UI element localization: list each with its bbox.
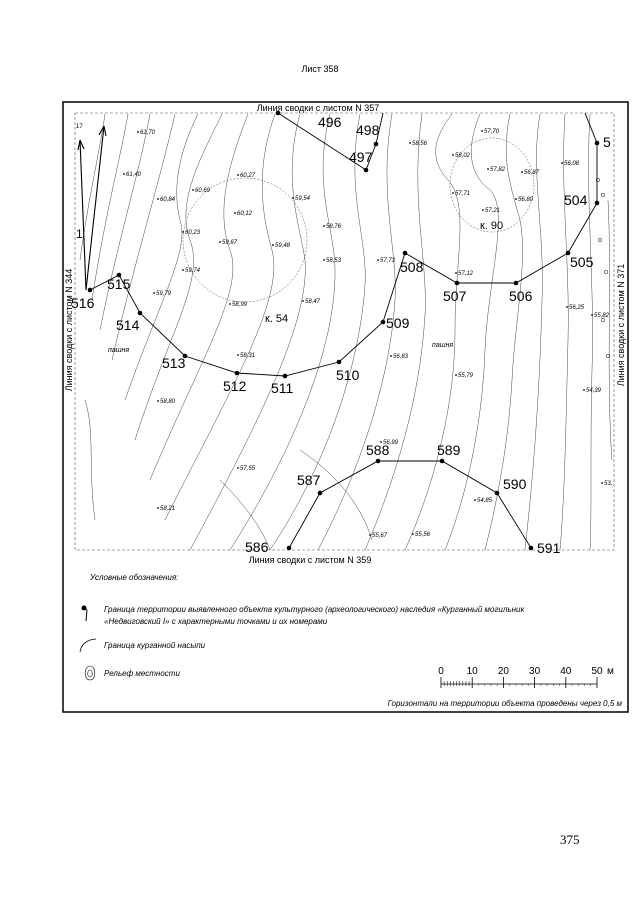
elevation-mark: 58,02 bbox=[455, 153, 471, 159]
boundary-point-label: 507 bbox=[443, 288, 467, 304]
boundary-point bbox=[595, 141, 600, 146]
boundary-point bbox=[337, 360, 342, 365]
contour-line bbox=[405, 114, 460, 550]
boundary-point-label: 587 bbox=[297, 472, 321, 488]
elevation-point bbox=[412, 533, 414, 535]
boundary-point-label: 506 bbox=[509, 288, 533, 304]
elevation-mark: 59,48 bbox=[275, 243, 291, 249]
elevation-point bbox=[272, 244, 274, 246]
elevation-mark: 56,08 bbox=[564, 161, 580, 167]
elevation-point bbox=[323, 259, 325, 261]
mound-symbol-icon bbox=[80, 639, 96, 652]
elevation-point bbox=[153, 292, 155, 294]
corner-label-top-left: 17 bbox=[76, 124, 83, 130]
elevation-mark: 60,27 bbox=[240, 173, 256, 179]
boundary-point-label: 591 bbox=[537, 540, 561, 556]
boundary-symbol-icon bbox=[82, 606, 87, 621]
boundary-point bbox=[364, 168, 369, 173]
elevation-mark: 61,70 bbox=[140, 130, 156, 136]
boundary-point bbox=[374, 142, 379, 147]
elevation-mark: 53, bbox=[604, 481, 613, 487]
boundary-line bbox=[289, 461, 531, 548]
elevation-mark: 58,53 bbox=[326, 258, 342, 264]
boundary-point-label: 516 bbox=[71, 295, 95, 311]
elevation-mark: 56,99 bbox=[383, 440, 399, 446]
elevation-point bbox=[369, 534, 371, 536]
elevation-point bbox=[591, 314, 593, 316]
elevation-point bbox=[390, 355, 392, 357]
boundary-point bbox=[88, 288, 93, 293]
boundary-point-label: 588 bbox=[366, 442, 390, 458]
elevation-point bbox=[182, 231, 184, 233]
scale-tick-label: 20 bbox=[497, 666, 509, 677]
legend-item-relief: Рельеф местности bbox=[104, 669, 180, 678]
elevation-point bbox=[521, 171, 523, 173]
elevation-point bbox=[137, 131, 139, 133]
elevation-point bbox=[566, 306, 568, 308]
scale-tick-label: 50 bbox=[591, 666, 603, 677]
contour-line bbox=[365, 114, 425, 550]
elevation-mark: 60,23 bbox=[185, 230, 201, 236]
heritage-boundary bbox=[71, 111, 611, 556]
boundary-point-label: 589 bbox=[437, 442, 461, 458]
legend-item-boundary-cont: «Недвиговский I» с характерными точками и их номерами bbox=[104, 617, 328, 626]
elevation-mark: 56,80 bbox=[518, 197, 534, 203]
scale-tick-label: 30 bbox=[529, 666, 541, 677]
boundary-point-label: 509 bbox=[386, 315, 410, 331]
scale-tick-label: 10 bbox=[466, 666, 478, 677]
contour-line bbox=[135, 114, 222, 440]
boundary-point bbox=[595, 201, 600, 206]
elevation-mark: 56,83 bbox=[393, 354, 409, 360]
mound-label: к. 54 bbox=[265, 313, 289, 325]
boundary-point bbox=[138, 311, 143, 316]
elevation-mark: 58,31 bbox=[240, 353, 256, 359]
map-area bbox=[64, 103, 626, 565]
field-label: пашня bbox=[108, 347, 130, 354]
elevation-mark: 56,87 bbox=[524, 170, 540, 176]
contour-line bbox=[445, 114, 501, 550]
north-arrow-icon bbox=[78, 126, 106, 290]
elevation-point bbox=[561, 162, 563, 164]
boundary-point-label: 515 bbox=[107, 276, 131, 292]
elevation-mark: 58,47 bbox=[305, 299, 321, 305]
elevation-point bbox=[182, 269, 184, 271]
elevation-point bbox=[482, 209, 484, 211]
elevation-point bbox=[192, 189, 194, 191]
boundary-point bbox=[495, 491, 500, 496]
elevation-point bbox=[234, 212, 236, 214]
boundary-point bbox=[440, 459, 445, 464]
elevation-marks bbox=[123, 129, 612, 539]
scale-bar bbox=[438, 666, 614, 688]
elevation-mark: 57,71 bbox=[455, 191, 471, 197]
edge-label-left: Линия сводки с листом N 344 bbox=[64, 268, 74, 392]
elevation-point bbox=[302, 300, 304, 302]
legend-item-boundary: Граница территории выявленного объекта культурного (археологического) наследия «Курганный могильник bbox=[104, 605, 525, 614]
edge-label-bottom: Линия сводки с листом N 359 bbox=[248, 555, 372, 565]
contour-line bbox=[92, 114, 128, 300]
boundary-point-label: 586 bbox=[245, 539, 269, 555]
elevation-mark: 57,82 bbox=[490, 167, 506, 173]
contour-line bbox=[589, 114, 593, 550]
elevation-mark: 58,56 bbox=[412, 141, 428, 147]
elevation-point bbox=[237, 354, 239, 356]
scale-tick-label: 0 bbox=[438, 666, 444, 677]
boundary-point bbox=[455, 281, 460, 286]
elevation-point bbox=[474, 499, 476, 501]
boundary-point bbox=[529, 546, 534, 551]
elevation-mark: 56,25 bbox=[569, 305, 585, 311]
elevation-point bbox=[452, 154, 454, 156]
elevation-mark: 55,67 bbox=[372, 533, 388, 539]
elevation-mark: 58,76 bbox=[326, 224, 342, 230]
boundary-point-label: 505 bbox=[570, 254, 594, 270]
contour-interval-note: Горизонтали на территории объекта проведены через 0,5 м bbox=[387, 699, 622, 708]
boundary-point bbox=[376, 459, 381, 464]
survey-marker-icon bbox=[601, 193, 605, 197]
contour-line bbox=[85, 400, 95, 520]
elevation-mark: 58,21 bbox=[160, 506, 176, 512]
elevation-mark: 57,55 bbox=[240, 466, 256, 472]
elevation-mark: 60,69 bbox=[195, 188, 211, 194]
boundary-point bbox=[514, 281, 519, 286]
elevation-point bbox=[237, 467, 239, 469]
boundary-point-label: 498 bbox=[356, 122, 380, 138]
boundary-point-label: 514 bbox=[116, 317, 140, 333]
boundary-point bbox=[403, 251, 408, 256]
elevation-point bbox=[455, 374, 457, 376]
boundary-point-label: 590 bbox=[503, 476, 527, 492]
elevation-mark: 55,56 bbox=[415, 532, 431, 538]
elevation-point bbox=[237, 174, 239, 176]
boundary-point-label: 496 bbox=[318, 114, 342, 130]
survey-marker-icon bbox=[598, 238, 602, 242]
boundary-point-label: 513 bbox=[162, 355, 186, 371]
boundary-point-label: 510 bbox=[336, 367, 360, 383]
boundary-point bbox=[381, 320, 386, 325]
elevation-mark: 55,82 bbox=[594, 313, 610, 319]
boundary-point-label: 497 bbox=[349, 149, 373, 165]
contour-line bbox=[608, 200, 612, 460]
boundary-line bbox=[90, 143, 597, 376]
legend bbox=[80, 573, 623, 708]
scale-unit: м bbox=[607, 666, 614, 677]
elevation-mark: 58,99 bbox=[232, 302, 248, 308]
elevation-mark: 57,73 bbox=[380, 258, 396, 264]
elevation-mark: 59,67 bbox=[222, 240, 238, 246]
elevation-mark: 57,12 bbox=[458, 271, 474, 277]
elevation-point bbox=[229, 303, 231, 305]
contour-line bbox=[100, 114, 150, 330]
elevation-point bbox=[409, 142, 411, 144]
edge-label-top: Линия сводки с листом N 357 bbox=[256, 103, 380, 113]
elevation-point bbox=[157, 198, 159, 200]
elevation-point bbox=[487, 168, 489, 170]
corner-label-left-mid: 1 bbox=[76, 227, 83, 241]
sheet-title: Лист 358 bbox=[301, 64, 339, 74]
contour-line bbox=[165, 114, 275, 520]
boundary-point-label: 508 bbox=[400, 259, 424, 275]
contour-line bbox=[300, 450, 372, 540]
elevation-point bbox=[601, 482, 603, 484]
contour-line bbox=[150, 114, 248, 480]
boundary-point bbox=[287, 546, 292, 551]
elevation-point bbox=[292, 197, 294, 199]
boundary-line bbox=[585, 113, 597, 143]
boundary-point-label: 511 bbox=[271, 380, 294, 396]
map-neatline bbox=[75, 113, 614, 550]
elevation-point bbox=[583, 389, 585, 391]
elevation-point bbox=[157, 400, 159, 402]
boundary-point bbox=[283, 374, 288, 379]
survey-markers bbox=[596, 178, 610, 358]
boundary-point-label: 5 bbox=[603, 134, 611, 150]
scale-tick-label: 40 bbox=[560, 666, 572, 677]
contour-line bbox=[560, 114, 568, 550]
boundary-point-label: 504 bbox=[564, 192, 588, 208]
elevation-mark: 54,39 bbox=[586, 388, 602, 394]
elevation-point bbox=[377, 259, 379, 261]
elevation-point bbox=[323, 225, 325, 227]
contour-line bbox=[318, 114, 395, 550]
elevation-point bbox=[515, 198, 517, 200]
elevation-mark: 59,54 bbox=[295, 196, 311, 202]
survey-marker-icon bbox=[604, 270, 608, 274]
elevation-mark: 58,80 bbox=[160, 399, 176, 405]
elevation-mark: 60,12 bbox=[237, 211, 253, 217]
mound-label: к. 90 bbox=[480, 220, 504, 232]
field-label: пашня bbox=[432, 342, 454, 349]
elevation-mark: 55,79 bbox=[458, 373, 474, 379]
elevation-point bbox=[157, 507, 159, 509]
elevation-point bbox=[455, 272, 457, 274]
elevation-point bbox=[123, 173, 125, 175]
relief-symbol-icon bbox=[85, 666, 95, 680]
contour-line bbox=[190, 114, 305, 550]
elevation-point bbox=[452, 192, 454, 194]
boundary-point-label: 512 bbox=[223, 378, 247, 394]
elevation-mark: 59,74 bbox=[185, 268, 201, 274]
elevation-mark: 59,79 bbox=[156, 291, 172, 297]
boundary-point bbox=[235, 371, 240, 376]
elevation-point bbox=[219, 241, 221, 243]
elevation-mark: 61,40 bbox=[126, 172, 142, 178]
edge-label-right: Линия сводки с листом N 371 bbox=[616, 263, 626, 387]
elevation-mark: 54,85 bbox=[477, 498, 493, 504]
legend-title: Условные обозначения: bbox=[90, 573, 179, 582]
elevation-mark: 60,84 bbox=[160, 197, 176, 203]
legend-item-mound: Граница курганной насыпи bbox=[104, 641, 206, 650]
elevation-point bbox=[481, 130, 483, 132]
elevation-mark: 57,21 bbox=[485, 208, 501, 214]
elevation-mark: 57,70 bbox=[484, 129, 500, 135]
mound-outline bbox=[183, 178, 307, 302]
boundary-point bbox=[318, 491, 323, 496]
page-number: 375 bbox=[560, 832, 580, 847]
